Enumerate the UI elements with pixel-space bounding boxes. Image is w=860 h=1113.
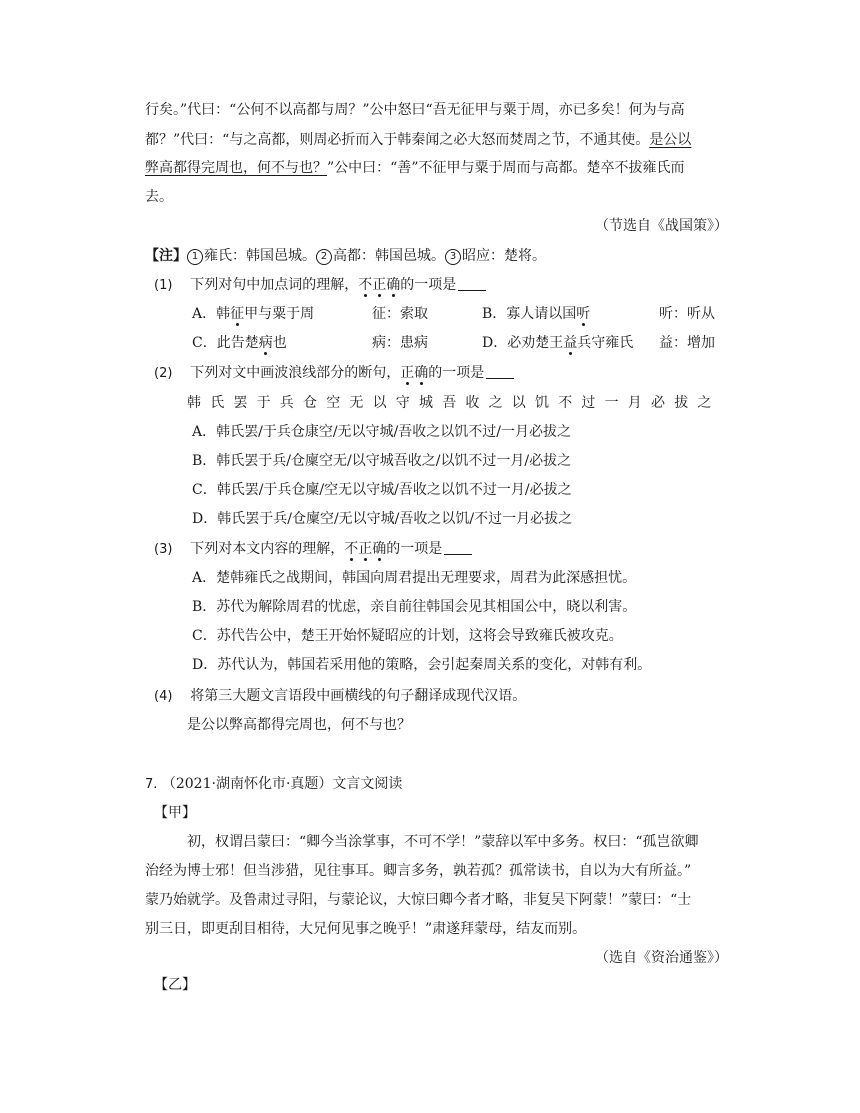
answer-blank[interactable] bbox=[486, 364, 514, 379]
q1-option-c-definition: 病：患病 bbox=[372, 335, 428, 351]
underlined-sentence-part-2: 弊高都得完周也，何不与也？ bbox=[145, 160, 327, 176]
passage-line-3-text: ”公中曰：“善”不征甲与粟于周而与高都。楚卒不拔雍氏而 bbox=[327, 160, 685, 176]
question-3-stem: 下列对本文内容的理解， bbox=[190, 541, 345, 557]
question-3 bbox=[154, 539, 472, 560]
question-4-stem: 将第三大题文言语段中画横线的句子翻译成现代汉语。 bbox=[190, 688, 527, 704]
question-2-number: (2) bbox=[154, 366, 173, 381]
dotted-char: 病 bbox=[258, 335, 273, 351]
section-jia: 【甲】 bbox=[154, 805, 196, 821]
passage-line-2-text: 都？”代曰：“与之高都，则周必折而入于韩秦闻之必大怒而焚周之节，不通其使。 bbox=[145, 132, 650, 148]
q3-option-d: D．苏代认为，韩国若采用他的策略，会引起秦周关系的变化，对韩有利。 bbox=[192, 657, 652, 673]
dotted-char: 正 bbox=[358, 541, 373, 557]
q1-option-b-definition: 听：听从 bbox=[659, 306, 715, 322]
note-3: 昭应：楚将。 bbox=[462, 248, 546, 264]
q7-passage-line-4: 别三日，即更刮目相待，大兄何见事之晚乎！”肃遂拜蒙母，结友而别。 bbox=[145, 921, 587, 937]
underlined-sentence-part-1: 是公以 bbox=[649, 132, 692, 148]
q1-option-d bbox=[482, 333, 633, 353]
passage-line-1: 行矣。”代曰：“公何不以高都与周？”公中怒曰“吾无征甲与粟于周，亦已多矣！何为与高 bbox=[145, 102, 685, 118]
question-3-stem-end: 的一项是 bbox=[386, 541, 443, 557]
question-1-number: (1) bbox=[154, 278, 173, 293]
dotted-char: 听 bbox=[576, 306, 591, 322]
q2-option-c: C．韩氏罢/于兵仓廩/空无以守城/吾收之以饥不过一月/必拔之 bbox=[192, 482, 572, 498]
question-1-stem: 下列对句中加点词的理解， bbox=[190, 277, 359, 293]
dotted-char: 确 bbox=[414, 365, 429, 381]
answer-blank[interactable] bbox=[458, 276, 486, 291]
question-7-title: （2021·湖南怀化市·真题）文言文阅读 bbox=[161, 776, 403, 792]
q3-option-c: C．苏代告公中，楚王开始怀疑昭应的计划，这将会导致雍氏被攻克。 bbox=[192, 628, 623, 644]
q7-passage-line-1: 初，权谓吕蒙曰：“卿今当涂掌事，不可不学！”蒙辞以军中多务。权曰：“孤岂欲卿 bbox=[187, 834, 699, 850]
q1-option-b bbox=[482, 304, 590, 324]
question-4-sentence: 是公以弊高都得完周也，何不与也？ bbox=[187, 717, 411, 733]
notes-head: 【注】 bbox=[145, 248, 187, 264]
dotted-char: 正 bbox=[400, 365, 415, 381]
q2-option-a: A．韩氏罢/于兵仓康空/无以守城/吾收之以饥不过/一月必拔之 bbox=[192, 424, 571, 440]
question-7-header bbox=[145, 774, 402, 795]
q1-option-a bbox=[192, 304, 314, 324]
answer-blank[interactable] bbox=[444, 540, 472, 555]
q1-option-c-text-end: 也 bbox=[272, 335, 287, 351]
note-3-marker: 3 bbox=[445, 249, 461, 265]
q1-option-a-definition: 征：索取 bbox=[372, 306, 428, 322]
question-2-stem-end: 的一项是 bbox=[428, 365, 485, 381]
dotted-char: 确 bbox=[386, 277, 401, 293]
question-2-stem: 下列对文中画波浪线部分的断句， bbox=[190, 365, 401, 381]
q1-option-b-text: B．寡人请以国 bbox=[482, 306, 577, 322]
dotted-char: 不 bbox=[344, 541, 359, 557]
q1-option-c-text: C．此告楚 bbox=[192, 335, 259, 351]
q1-option-c bbox=[192, 333, 287, 353]
passage-line-4: 去。 bbox=[145, 189, 173, 205]
dotted-char: 正 bbox=[372, 277, 387, 293]
question-4 bbox=[154, 686, 526, 707]
dotted-char: 确 bbox=[372, 541, 387, 557]
q7-passage-line-2: 治经为博士邪！但当涉猎，见往事耳。卿言多务，孰若孤？孤常读书，自以为大有所益。” bbox=[145, 863, 692, 879]
question-3-number: (3) bbox=[154, 542, 173, 557]
section-yi: 【乙】 bbox=[154, 977, 196, 993]
question-4-number: (4) bbox=[154, 689, 173, 704]
note-2-marker: 2 bbox=[316, 249, 332, 265]
passage-line-3 bbox=[145, 158, 684, 178]
dotted-char: 征 bbox=[230, 306, 245, 322]
q3-option-b: B．苏代为解除周君的忧虑，亲自前往韩国会见其相国公中，晓以利害。 bbox=[192, 599, 637, 615]
question-1-stem-end: 的一项是 bbox=[400, 277, 457, 293]
q7-passage-line-3: 蒙乃始就学。及鲁肃过寻阳，与蒙论议，大惊曰卿今者才略，非复吴下阿蒙！”蒙曰：“士 bbox=[145, 892, 692, 908]
q2-option-b: B．韩氏罢于兵/仓廩空无/以守城吾收之/以饥不过一月/必拔之 bbox=[192, 453, 572, 469]
q1-option-d-text: D．必劝楚王 bbox=[482, 335, 564, 351]
q1-option-a-text: A．韩 bbox=[192, 306, 231, 322]
q2-raw-text: 韩氏罢于兵仓空无以守城吾收之以饥不过一月必拔之 bbox=[187, 395, 721, 411]
note-1: 雍氏：韩国邑城。 bbox=[204, 248, 316, 264]
question-2 bbox=[154, 363, 514, 384]
q1-option-d-definition: 益：增加 bbox=[659, 335, 715, 351]
question-7-number: 7. bbox=[145, 777, 158, 792]
note-2: 高都：韩国邑城。 bbox=[333, 248, 445, 264]
passage-line-2 bbox=[145, 130, 691, 150]
q3-option-a: A．楚韩雍氏之战期间，韩国向周君提出无理要求，周君为此深感担忧。 bbox=[192, 570, 637, 586]
q1-option-d-text-end: 兵守雍氏 bbox=[577, 335, 634, 351]
q1-option-a-text-end: 甲与粟于周 bbox=[244, 306, 315, 322]
dotted-char: 益 bbox=[563, 335, 578, 351]
note-1-marker: 1 bbox=[187, 249, 203, 265]
q7-source: （选自《资治通鉴》） bbox=[595, 950, 728, 966]
dotted-char: 不 bbox=[358, 277, 373, 293]
notes bbox=[145, 246, 546, 266]
q2-option-d: D．韩氏罢于兵/仓廩空/无以守城/吾收之以饥/不过一月必拔之 bbox=[192, 511, 573, 527]
passage-source: （节选自《战国策》） bbox=[595, 218, 728, 234]
question-1 bbox=[154, 275, 486, 296]
